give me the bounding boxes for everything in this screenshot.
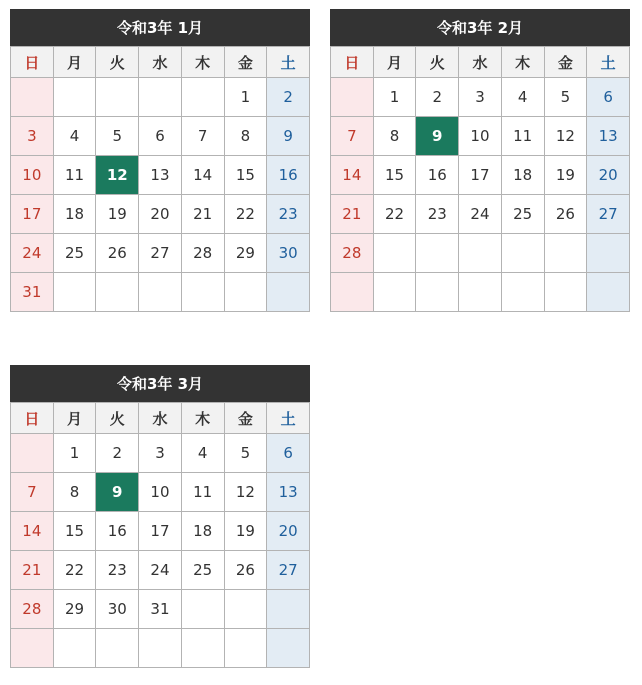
day-cell: 28 bbox=[181, 234, 224, 273]
day-cell bbox=[224, 590, 267, 629]
day-cell bbox=[544, 234, 587, 273]
day-cell bbox=[587, 234, 630, 273]
week-row bbox=[11, 195, 310, 234]
day-cell bbox=[459, 234, 502, 273]
week-row bbox=[331, 117, 630, 156]
day-cell: 20 bbox=[139, 195, 182, 234]
day-cell: 3 bbox=[11, 117, 54, 156]
day-cell bbox=[416, 273, 459, 312]
day-cell: 30 bbox=[96, 590, 139, 629]
weekday-header: 土 bbox=[587, 47, 630, 78]
day-cell: 11 bbox=[501, 117, 544, 156]
day-cell: 29 bbox=[53, 590, 96, 629]
weekday-header: 火 bbox=[416, 47, 459, 78]
day-cell: 25 bbox=[181, 551, 224, 590]
day-cell: 23 bbox=[416, 195, 459, 234]
day-cell: 4 bbox=[53, 117, 96, 156]
day-cell bbox=[53, 78, 96, 117]
day-cell: 10 bbox=[459, 117, 502, 156]
week-row bbox=[11, 434, 310, 473]
day-cell: 20 bbox=[587, 156, 630, 195]
day-cell bbox=[181, 273, 224, 312]
day-cell: 28 bbox=[11, 590, 54, 629]
weekday-header: 水 bbox=[139, 47, 182, 78]
day-cell: 17 bbox=[11, 195, 54, 234]
weekday-header: 日 bbox=[331, 47, 374, 78]
day-cell: 2 bbox=[96, 434, 139, 473]
weekday-header: 日 bbox=[11, 403, 54, 434]
day-cell bbox=[373, 234, 416, 273]
day-cell: 1 bbox=[224, 78, 267, 117]
day-cell: 26 bbox=[224, 551, 267, 590]
day-cell: 3 bbox=[139, 434, 182, 473]
calendar-title: 令和3年 3月 bbox=[10, 365, 310, 402]
day-cell bbox=[96, 273, 139, 312]
day-cell bbox=[416, 234, 459, 273]
day-cell: 10 bbox=[11, 156, 54, 195]
day-cell: 2 bbox=[267, 78, 310, 117]
calendar-title: 令和3年 1月 bbox=[10, 9, 310, 46]
week-row bbox=[11, 273, 310, 312]
day-cell: 5 bbox=[96, 117, 139, 156]
day-cell: 16 bbox=[416, 156, 459, 195]
day-cell bbox=[181, 590, 224, 629]
day-cell: 21 bbox=[181, 195, 224, 234]
day-cell: 27 bbox=[139, 234, 182, 273]
day-cell: 8 bbox=[53, 473, 96, 512]
day-cell bbox=[501, 234, 544, 273]
day-cell: 1 bbox=[53, 434, 96, 473]
day-cell: 17 bbox=[139, 512, 182, 551]
week-row bbox=[331, 78, 630, 117]
weekday-header-row bbox=[11, 47, 310, 78]
day-cell bbox=[331, 78, 374, 117]
day-cell: 16 bbox=[267, 156, 310, 195]
day-cell bbox=[331, 273, 374, 312]
day-cell: 16 bbox=[96, 512, 139, 551]
week-row bbox=[11, 473, 310, 512]
day-cell: 19 bbox=[96, 195, 139, 234]
day-cell bbox=[139, 629, 182, 668]
day-cell: 25 bbox=[501, 195, 544, 234]
day-cell: 27 bbox=[267, 551, 310, 590]
day-cell: 15 bbox=[53, 512, 96, 551]
day-cell: 5 bbox=[224, 434, 267, 473]
day-cell: 11 bbox=[53, 156, 96, 195]
week-row bbox=[11, 234, 310, 273]
calendar-month-1 bbox=[10, 9, 310, 312]
day-cell: 14 bbox=[181, 156, 224, 195]
day-cell: 18 bbox=[53, 195, 96, 234]
day-cell: 13 bbox=[139, 156, 182, 195]
day-cell: 25 bbox=[53, 234, 96, 273]
weekday-header: 水 bbox=[459, 47, 502, 78]
day-cell: 19 bbox=[224, 512, 267, 551]
weekday-header: 金 bbox=[224, 47, 267, 78]
weekday-header: 水 bbox=[139, 403, 182, 434]
day-cell: 31 bbox=[11, 273, 54, 312]
week-row bbox=[11, 551, 310, 590]
day-cell: 29 bbox=[224, 234, 267, 273]
day-cell: 24 bbox=[139, 551, 182, 590]
day-cell: 7 bbox=[181, 117, 224, 156]
week-row bbox=[331, 234, 630, 273]
day-cell: 21 bbox=[11, 551, 54, 590]
day-cell: 7 bbox=[11, 473, 54, 512]
week-row bbox=[11, 156, 310, 195]
day-cell bbox=[267, 629, 310, 668]
day-cell bbox=[544, 273, 587, 312]
day-cell: 8 bbox=[373, 117, 416, 156]
day-cell: 6 bbox=[139, 117, 182, 156]
calendar-month-2 bbox=[330, 9, 630, 312]
weekday-header: 月 bbox=[53, 403, 96, 434]
day-cell: 20 bbox=[267, 512, 310, 551]
day-cell: 14 bbox=[11, 512, 54, 551]
day-cell: 21 bbox=[331, 195, 374, 234]
day-cell bbox=[587, 273, 630, 312]
highlighted-day-cell: 9 bbox=[416, 117, 459, 156]
day-cell: 27 bbox=[587, 195, 630, 234]
day-cell: 17 bbox=[459, 156, 502, 195]
day-cell: 13 bbox=[267, 473, 310, 512]
week-row bbox=[331, 273, 630, 312]
day-cell bbox=[139, 78, 182, 117]
day-cell: 15 bbox=[373, 156, 416, 195]
day-cell: 19 bbox=[544, 156, 587, 195]
weekday-header: 日 bbox=[11, 47, 54, 78]
day-cell bbox=[459, 273, 502, 312]
week-row bbox=[11, 117, 310, 156]
day-cell: 18 bbox=[181, 512, 224, 551]
week-row bbox=[11, 590, 310, 629]
day-cell bbox=[267, 273, 310, 312]
weekday-header: 月 bbox=[53, 47, 96, 78]
week-row bbox=[11, 78, 310, 117]
day-cell: 14 bbox=[331, 156, 374, 195]
day-cell: 2 bbox=[416, 78, 459, 117]
day-cell: 12 bbox=[224, 473, 267, 512]
weekday-header-row bbox=[331, 47, 630, 78]
day-cell: 23 bbox=[267, 195, 310, 234]
day-cell: 24 bbox=[11, 234, 54, 273]
day-cell bbox=[224, 273, 267, 312]
weekday-header: 火 bbox=[96, 47, 139, 78]
day-cell bbox=[11, 434, 54, 473]
day-cell: 31 bbox=[139, 590, 182, 629]
day-cell: 10 bbox=[139, 473, 182, 512]
weekday-header: 金 bbox=[224, 403, 267, 434]
day-cell: 7 bbox=[331, 117, 374, 156]
week-row bbox=[331, 195, 630, 234]
day-cell: 9 bbox=[267, 117, 310, 156]
day-cell bbox=[53, 629, 96, 668]
day-cell bbox=[11, 629, 54, 668]
highlighted-day-cell: 12 bbox=[96, 156, 139, 195]
day-cell bbox=[96, 629, 139, 668]
day-cell: 5 bbox=[544, 78, 587, 117]
calendar-title: 令和3年 2月 bbox=[330, 9, 630, 46]
weekday-header: 月 bbox=[373, 47, 416, 78]
day-cell: 18 bbox=[501, 156, 544, 195]
weekday-header: 土 bbox=[267, 403, 310, 434]
calendar-month-3 bbox=[10, 365, 310, 668]
day-cell bbox=[224, 629, 267, 668]
day-cell: 26 bbox=[96, 234, 139, 273]
day-cell bbox=[181, 629, 224, 668]
day-cell: 22 bbox=[373, 195, 416, 234]
day-cell: 8 bbox=[224, 117, 267, 156]
day-cell: 4 bbox=[181, 434, 224, 473]
day-cell: 24 bbox=[459, 195, 502, 234]
day-cell: 22 bbox=[224, 195, 267, 234]
week-row bbox=[11, 512, 310, 551]
day-cell bbox=[96, 78, 139, 117]
day-cell: 15 bbox=[224, 156, 267, 195]
day-cell bbox=[181, 78, 224, 117]
day-cell bbox=[267, 590, 310, 629]
day-cell: 6 bbox=[587, 78, 630, 117]
weekday-header: 土 bbox=[267, 47, 310, 78]
day-cell: 26 bbox=[544, 195, 587, 234]
week-row bbox=[11, 629, 310, 668]
weekday-header: 木 bbox=[181, 403, 224, 434]
day-cell bbox=[373, 273, 416, 312]
day-cell: 12 bbox=[544, 117, 587, 156]
calendar-grid bbox=[10, 46, 310, 312]
weekday-header: 金 bbox=[544, 47, 587, 78]
day-cell: 13 bbox=[587, 117, 630, 156]
day-cell bbox=[139, 273, 182, 312]
calendar-grid bbox=[330, 46, 630, 312]
weekday-header: 木 bbox=[181, 47, 224, 78]
day-cell: 1 bbox=[373, 78, 416, 117]
day-cell: 23 bbox=[96, 551, 139, 590]
weekday-header: 木 bbox=[501, 47, 544, 78]
weekday-header-row bbox=[11, 403, 310, 434]
day-cell: 22 bbox=[53, 551, 96, 590]
day-cell: 11 bbox=[181, 473, 224, 512]
day-cell bbox=[53, 273, 96, 312]
calendar-grid bbox=[10, 402, 310, 668]
day-cell bbox=[501, 273, 544, 312]
weekday-header: 火 bbox=[96, 403, 139, 434]
highlighted-day-cell: 9 bbox=[96, 473, 139, 512]
day-cell: 4 bbox=[501, 78, 544, 117]
day-cell bbox=[11, 78, 54, 117]
day-cell: 28 bbox=[331, 234, 374, 273]
day-cell: 3 bbox=[459, 78, 502, 117]
day-cell: 30 bbox=[267, 234, 310, 273]
day-cell: 6 bbox=[267, 434, 310, 473]
week-row bbox=[331, 156, 630, 195]
